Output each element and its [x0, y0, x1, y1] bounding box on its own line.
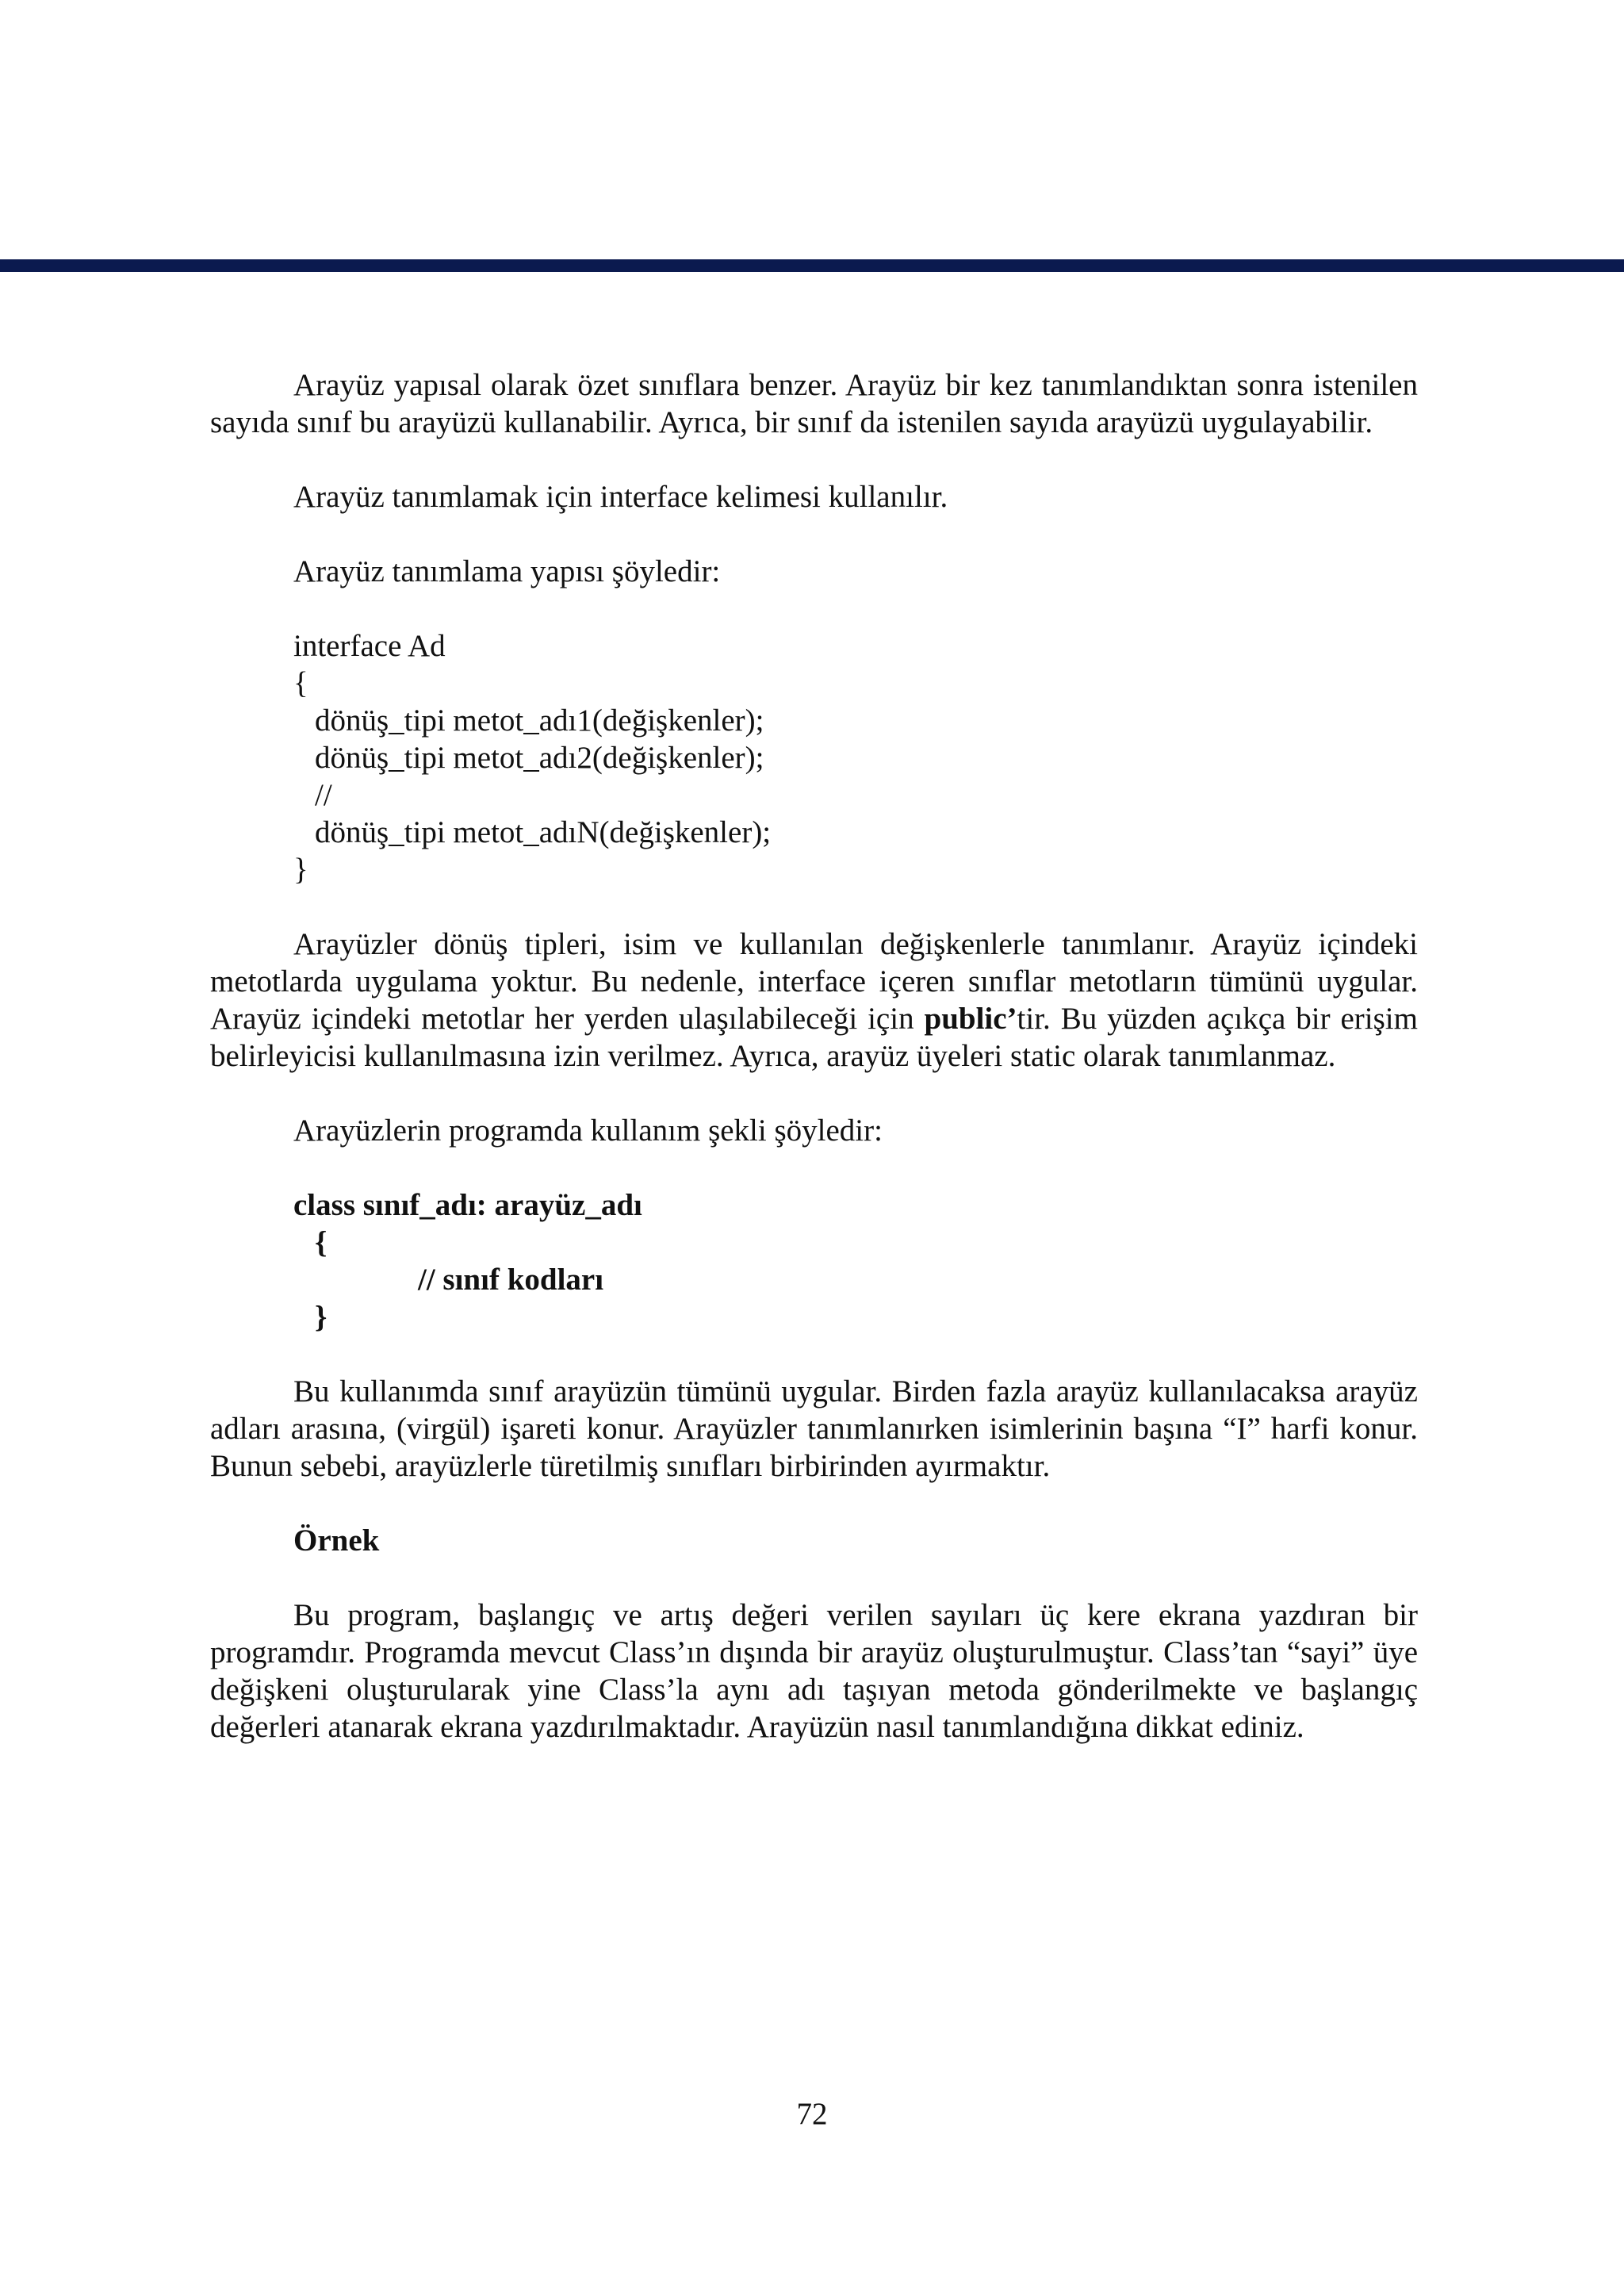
paragraph-structure-intro: Arayüz tanımlama yapısı şöyledir:	[293, 554, 721, 588]
paragraph-usage-intro: Arayüzlerin programda kullanım şekli şöyledir:	[293, 1113, 883, 1148]
code-line: // sınıf kodları	[418, 1263, 604, 1297]
paragraph-interface-details	[210, 926, 1418, 1075]
code-line: {	[293, 666, 308, 700]
code-line: dönüş_tipi metot_adı1(değişkenler);	[315, 703, 764, 738]
paragraph-text: tir. Bu yüzden açıkça bir erişim belirleyicisi kullanılmasına izin verilmez. Ayrıca, arayüz üyeleri static olarak tanımlanmaz.	[210, 1002, 1418, 1073]
paragraph-text: Arayüzler dönüş tipleri, isim ve kullanılan değişkenlerle tanımlanır. Arayüz içindeki metotlarda uygulama yoktur. Bu nedenle, interface içeren sınıflar metotların tümünü uygular. Arayüz içindeki metotlar her yerden ulaşılabileceği için	[210, 927, 1418, 1036]
code-line: dönüş_tipi metot_adıN(değişkenler);	[315, 815, 772, 849]
paragraph-example-description: Bu program, başlangıç ve artış değeri verilen sayıları üç kere ekrana yazdıran bir programdır. Programda mevcut Class’ın dışında bir arayüz oluşturulmuştur. Class’tan “sayi” üye değişkeni oluşturularak yine Class’la aynı adı taşıyan metoda gönderilmekte ve başlangıç değerleri atanarak ekrana yazdırılmaktadır. Arayüzün nasıl tanımlandığına dikkat ediniz.	[210, 1598, 1418, 1744]
keyword-public: public’	[924, 1002, 1017, 1036]
paragraph-usage-details: Bu kullanımda sınıf arayüzün tümünü uygular. Birden fazla arayüz kullanılacaksa arayüz adları arasına, (virgül) işareti konur. Arayüzler tanımlanırken isimlerinin başına “I” harfi konur. Bunun sebebi, arayüzlerle türetilmiş sınıfları birbirinden ayırmaktır.	[210, 1374, 1418, 1483]
paragraph-intro: Arayüz yapısal olarak özet sınıflara benzer. Arayüz bir kez tanımlandıktan sonra istenilen sayıda sınıf bu arayüzü kullanabilir. Ayrıca, bir sınıf da istenilen sayıda arayüzü uygulayabilir.	[210, 368, 1418, 439]
section-heading-example: Örnek	[293, 1524, 380, 1558]
code-line: }	[315, 1300, 327, 1334]
paragraph-interface-keyword: Arayüz tanımlamak için interface kelimesi kullanılır.	[293, 480, 948, 514]
page-content	[210, 366, 1418, 1783]
code-line: }	[293, 853, 308, 887]
code-line: dönüş_tipi metot_adı2(değişkenler);	[315, 741, 764, 775]
code-line: {	[315, 1225, 327, 1259]
code-line: class sınıf_adı: arayüz_adı	[293, 1188, 642, 1222]
code-block-interface	[293, 627, 1418, 888]
header-rule	[0, 259, 1624, 272]
code-line: //	[315, 778, 332, 812]
code-block-class	[293, 1186, 1418, 1336]
code-line: interface Ad	[293, 629, 446, 663]
page-number: 72	[796, 2097, 828, 2131]
